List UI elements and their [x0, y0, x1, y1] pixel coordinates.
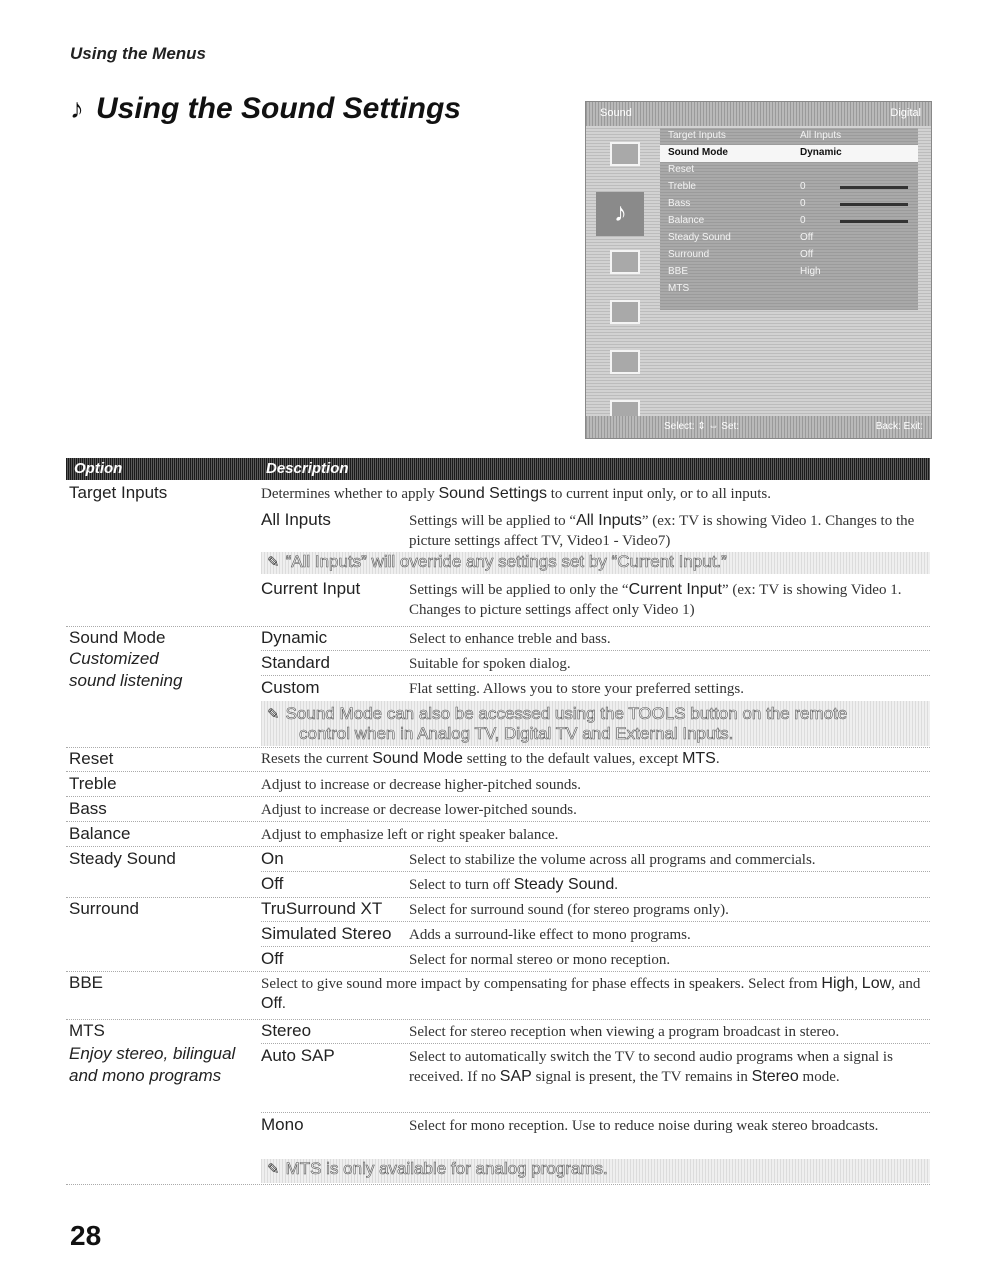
row-steady-sound: Steady Sound On Select to stabilize the volume across all programs and commercials. Off Select to turn off Steady Sound.: [66, 847, 930, 898]
description-header: Description: [266, 460, 349, 477]
tv-menu-list: [660, 128, 918, 310]
row-bbe: BBE Select to give sound more impact by compensating for phase effects in speakers. Select from High, Low, and Off.: [66, 971, 930, 1020]
tv-menu-row: Bass 0: [660, 196, 918, 213]
row-bass: Bass Adjust to increase or decrease lower-pitched sounds.: [66, 797, 930, 822]
note-mts: ✎ MTS is only available for analog programs.: [261, 1159, 930, 1183]
sub-auto-sap: Auto SAP Select to automatically switch the TV to second audio programs when a signal is received. If no SAP signal is present, the TV remains in Stereo mode.: [261, 1044, 930, 1113]
tv-menu-screenshot: [585, 101, 932, 439]
screen-icon: [610, 250, 640, 274]
level-bar: [840, 186, 908, 189]
tv-menu-row: Steady Sound Off: [668, 232, 814, 243]
row-reset: Reset Resets the current Sound Mode setting to the default values, except MTS.: [66, 747, 930, 772]
row-surround: Surround TruSurround XT Select for surround sound (for stereo programs only). Simulated Stereo Adds a surround-like effect to mono programs. Off Select for normal stereo or mono reception.: [66, 897, 930, 972]
note-pencil-icon: ✎: [267, 706, 280, 723]
note-all-inputs: ✎ “All Inputs” will override any settings set by “Current Input.”: [261, 552, 930, 574]
sub-surround-off: Off Select for normal stereo or mono reception.: [261, 949, 671, 968]
row-treble: Treble Adjust to increase or decrease higher-pitched sounds.: [66, 772, 930, 797]
sub-custom: Custom Flat setting. Allows you to store your preferred settings.: [261, 678, 744, 697]
tv-menu-row: Reset: [668, 164, 695, 175]
channel-icon: [610, 300, 640, 324]
page-number: 28: [70, 1220, 102, 1251]
table-header: [66, 458, 930, 480]
sub-mono: Mono Select for mono reception. Use to reduce noise during weak stereo broadcasts.: [261, 1115, 879, 1134]
sub-simulated-stereo: Simulated Stereo Adds a surround-like effect to mono programs.: [261, 922, 930, 947]
picture-icon: [610, 142, 640, 166]
tv-menu-row: Balance 0: [660, 213, 918, 230]
level-bar: [840, 220, 908, 223]
tv-menu-icon-column: [596, 132, 648, 439]
sub-all-inputs: All Inputs Settings will be applied to “All Inputs” (ex: TV is showing Video 1. Changes to the picture settings affect TV, Video1 - Video7): [261, 510, 915, 549]
music-note-icon: ♪: [70, 93, 84, 124]
row-mts: MTS Enjoy stereo, bilingual and mono programs Stereo Select for stereo reception when viewing a program broadcast in stereo. Auto SAP Select to automatically switch the TV to second audio programs when a signal is received. If no SAP signal is present, the TV remains in Stereo mode. Mono Select for mono reception. Use to reduce noise during weak stereo broadcasts. ✎ MTS is only available for analog programs.: [66, 1019, 930, 1185]
sub-dynamic: Dynamic Select to enhance treble and bass.: [261, 626, 930, 651]
tv-menu-row: Surround Off: [668, 249, 814, 260]
note-sound-mode: ✎ Sound Mode can also be accessed using the TOOLS button on the remote control when in Analog TV, Digital TV and External Inputs.: [261, 701, 930, 746]
row-balance: Balance Adjust to emphasize left or right speaker balance.: [66, 822, 930, 847]
tv-menu-row: BBE High: [668, 266, 821, 277]
tv-menu-row: MTS: [668, 283, 690, 294]
tv-menu-topbar: Sound Digital: [586, 102, 931, 126]
option-header: Option: [74, 460, 123, 477]
page-title: ♪ Using the Sound Settings: [70, 92, 461, 125]
note-pencil-icon: ✎: [267, 1161, 280, 1178]
sub-standard: Standard Suitable for spoken dialog.: [261, 651, 930, 676]
parent-icon: [610, 350, 640, 374]
sub-on: On Select to stabilize the volume across all programs and commercials.: [261, 847, 930, 872]
tv-menu-row-selected: Sound Mode Dynamic: [660, 145, 918, 162]
section-header: Using the Menus: [70, 44, 207, 63]
sub-stereo: Stereo Select for stereo reception when viewing a program broadcast in stereo.: [261, 1019, 930, 1044]
tv-menu-row: Treble 0: [660, 179, 918, 196]
tv-menu-row: Target Inputs All Inputs: [668, 130, 842, 141]
level-bar: [840, 203, 908, 206]
tv-menu-bottombar: Select: ⇕ ⇔ Set: Back: Exit:: [586, 416, 931, 438]
sub-off: Off Select to turn off Steady Sound.: [261, 874, 618, 893]
sub-trusurround: TruSurround XT Select for surround sound (for stereo programs only).: [261, 897, 930, 922]
sound-icon: ♪: [596, 192, 644, 236]
row-target-inputs: Target Inputs Determines whether to apply Sound Settings to current input only, or to all inputs. All Inputs Settings will be applied to “All Inputs” (ex: TV is showing Video 1. Changes to the picture settings affect TV, Video1 - Video7) ✎ “All Inputs” will override any settings set by “Current Input.” Current Input Settings will be applied to only the “Current Input” (ex: TV is showing Video 1. Changes to picture settings affect only Video 1): [66, 481, 930, 627]
row-sound-mode: Sound Mode Customized sound listening Dynamic Select to enhance treble and bass. Standard Suitable for spoken dialog. Custom Flat setting. Allows you to store your preferred settings. ✎ Sound Mode can also be accessed using the TOOLS button on the remote control when in Analog TV, Digital TV and External Inputs.: [66, 626, 930, 748]
note-pencil-icon: ✎: [267, 554, 280, 571]
sub-current-input: Current Input Settings will be applied to only the “Current Input” (ex: TV is showing Video 1. Changes to picture settings affect only Video 1): [261, 579, 902, 618]
